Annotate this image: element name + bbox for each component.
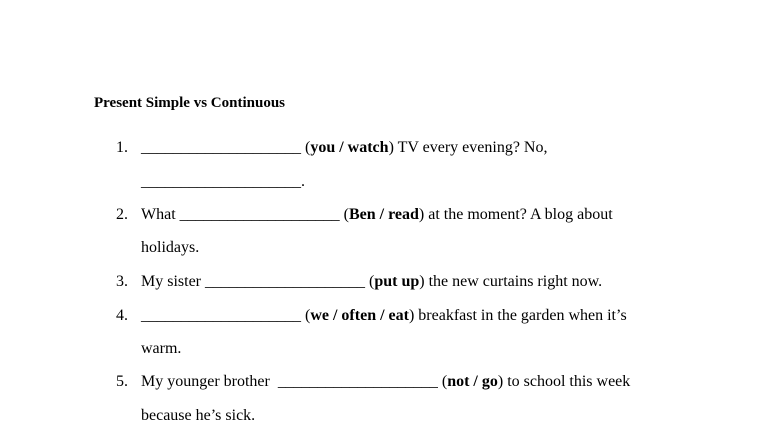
text-segment: What [141,206,180,223]
text-segment: ( [339,206,349,223]
verb-prompt: we / often / eat [310,307,409,324]
item-number: 2. [116,206,128,223]
verb-prompt: you / watch [310,139,389,156]
text-segment: ) breakfast in the garden when it’s [408,307,627,324]
verb-prompt: put up [374,273,420,290]
item-line-2 [141,172,305,192]
item-line-1 [141,372,630,392]
item-line-1 [141,306,627,326]
text-segment: My sister [141,273,205,290]
text-segment: My younger brother [141,373,278,390]
item-line-2: warm. [141,340,182,357]
item-number: 3. [116,273,128,290]
answer-blank[interactable]: ____________________ [179,206,340,223]
item-line-1 [141,205,613,225]
item-number: 4. [116,307,128,324]
answer-blank[interactable]: ____________________ [205,273,365,290]
item-number: 5. [116,373,128,390]
answer-blank[interactable]: ____________________ [277,373,438,390]
item-line-1 [141,272,602,292]
text-segment: ( [301,307,311,324]
item-line-1 [141,138,547,158]
text-segment: ) to school this week [497,373,631,390]
text-segment: ( [301,139,311,156]
worksheet-title: Present Simple vs Continuous [94,95,286,111]
answer-blank[interactable]: ____________________ [141,139,301,156]
text-segment: ( [365,273,375,290]
item-line-2: holidays. [141,239,200,256]
text-segment: ( [437,373,448,390]
verb-prompt: Ben / read [348,206,419,223]
text-segment: . [301,173,305,190]
item-number: 1. [116,139,128,156]
text-segment: ) the new curtains right now. [419,273,603,290]
answer-blank[interactable]: ____________________ [141,307,301,324]
text-segment: ) TV every evening? No, [388,139,548,156]
answer-blank[interactable]: ____________________ [141,173,301,190]
text-segment: ) at the moment? A blog about [418,206,613,223]
item-line-2: because he’s sick. [141,407,256,424]
verb-prompt: not / go [447,373,498,390]
